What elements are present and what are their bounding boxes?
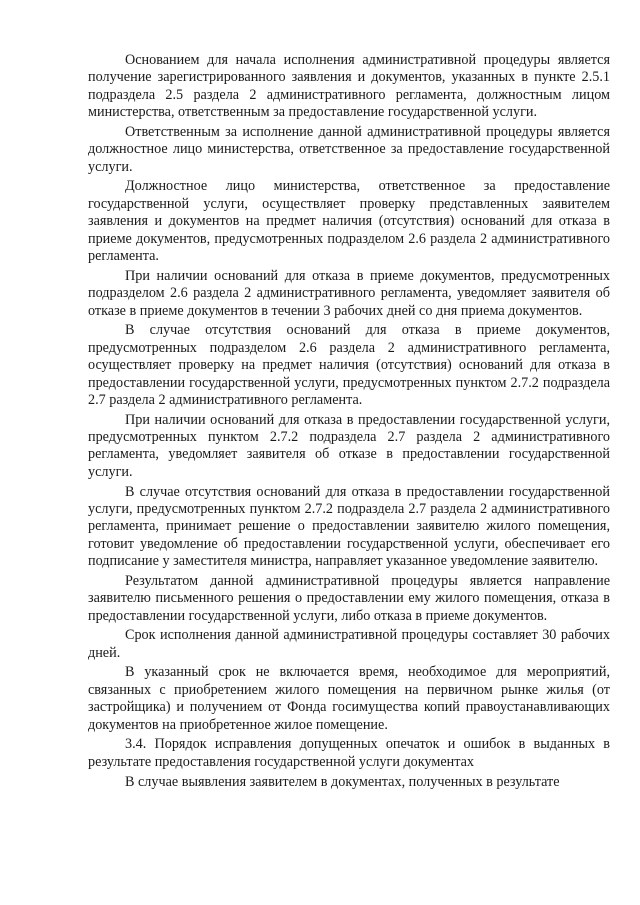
paragraph-document-check: Должностное лицо министерства, ответственное за предоставление государственной услуги, осуществляет проверку представленных заявителем заявления и документов на предмет наличия (отсутствия) оснований для отказа в приеме документов, предусмотренных подразделом 2.6 раздела 2 административного регламента. (88, 178, 610, 265)
paragraph-procedure-result: Результатом данной административной процедуры является направление заявителю письменного решения о предоставлении ему жилого помещения, отказа в предоставлении государственной услуги, либо отказа в приеме документов. (88, 572, 610, 624)
paragraph-decision-housing: В случае отсутствия оснований для отказа в предоставлении государственной услуги, предусмотренных пунктом 2.7.2 подраздела 2.7 раздела 2 административного регламента, принимает решение о предоставлении заявителю жилого помещения, готовит уведомление об предоставлении государственной услуги, обеспечивает его подписание у заместителя министра, направляет указанное уведомление заявителю. (88, 483, 610, 570)
paragraph-refusal-service: При наличии оснований для отказа в предоставлении государственной услуги, предусмотренных пунктом 2.7.2 подраздела 2.7 раздела 2 административного регламента, уведомляет заявителя об отказе в предоставлении государственной услуги. (88, 411, 610, 480)
paragraph-term-exclusions: В указанный срок не включается время, необходимое для мероприятий, связанных с приобретением жилого помещения на первичном рынке жилья (от застройщика) и получением от Фонда госимущества копий правоустанавливающих документов на приобретенное жилое помещение. (88, 664, 610, 733)
paragraph-error-detection: В случае выявления заявителем в документах, полученных в результате (125, 773, 560, 790)
section-heading-3-4: 3.4. Порядок исправления допущенных опечаток и ошибок в выданных в результате предоставления государственной услуги документах (88, 736, 610, 770)
document-body (88, 52, 610, 793)
paragraph-refusal-acceptance: При наличии оснований для отказа в приеме документов, предусмотренных подразделом 2.6 раздела 2 административного регламента, уведомляет заявителя об отказе в приеме документов в течении 3 рабочих дней со дня приема документов. (88, 267, 610, 319)
paragraph-procedure-basis: Основанием для начала исполнения административной процедуры является получение зарегистрированного заявления и документов, указанных в пункте 2.5.1 подраздела 2.5 раздела 2 административного регламента, должностным лицом министерства, ответственным за предоставление государственной услуги. (88, 52, 610, 121)
paragraph-no-refusal-check: В случае отсутствия оснований для отказа в приеме документов, предусмотренных подразделом 2.6 раздела 2 административного регламента, осуществляет проверку на предмет наличия (отсутствия) оснований для отказа в предоставлении государственной услуги, предусмотренных пунктом 2.7.2 подраздела 2.7 раздела 2 административного регламента. (88, 322, 610, 408)
paragraph-procedure-term: Срок исполнения данной административной процедуры составляет 30 рабочих дней. (88, 627, 610, 661)
paragraph-responsible-person: Ответственным за исполнение данной административной процедуры является должностное лицо министерства, ответственное за предоставление государственной услуги. (88, 123, 610, 175)
